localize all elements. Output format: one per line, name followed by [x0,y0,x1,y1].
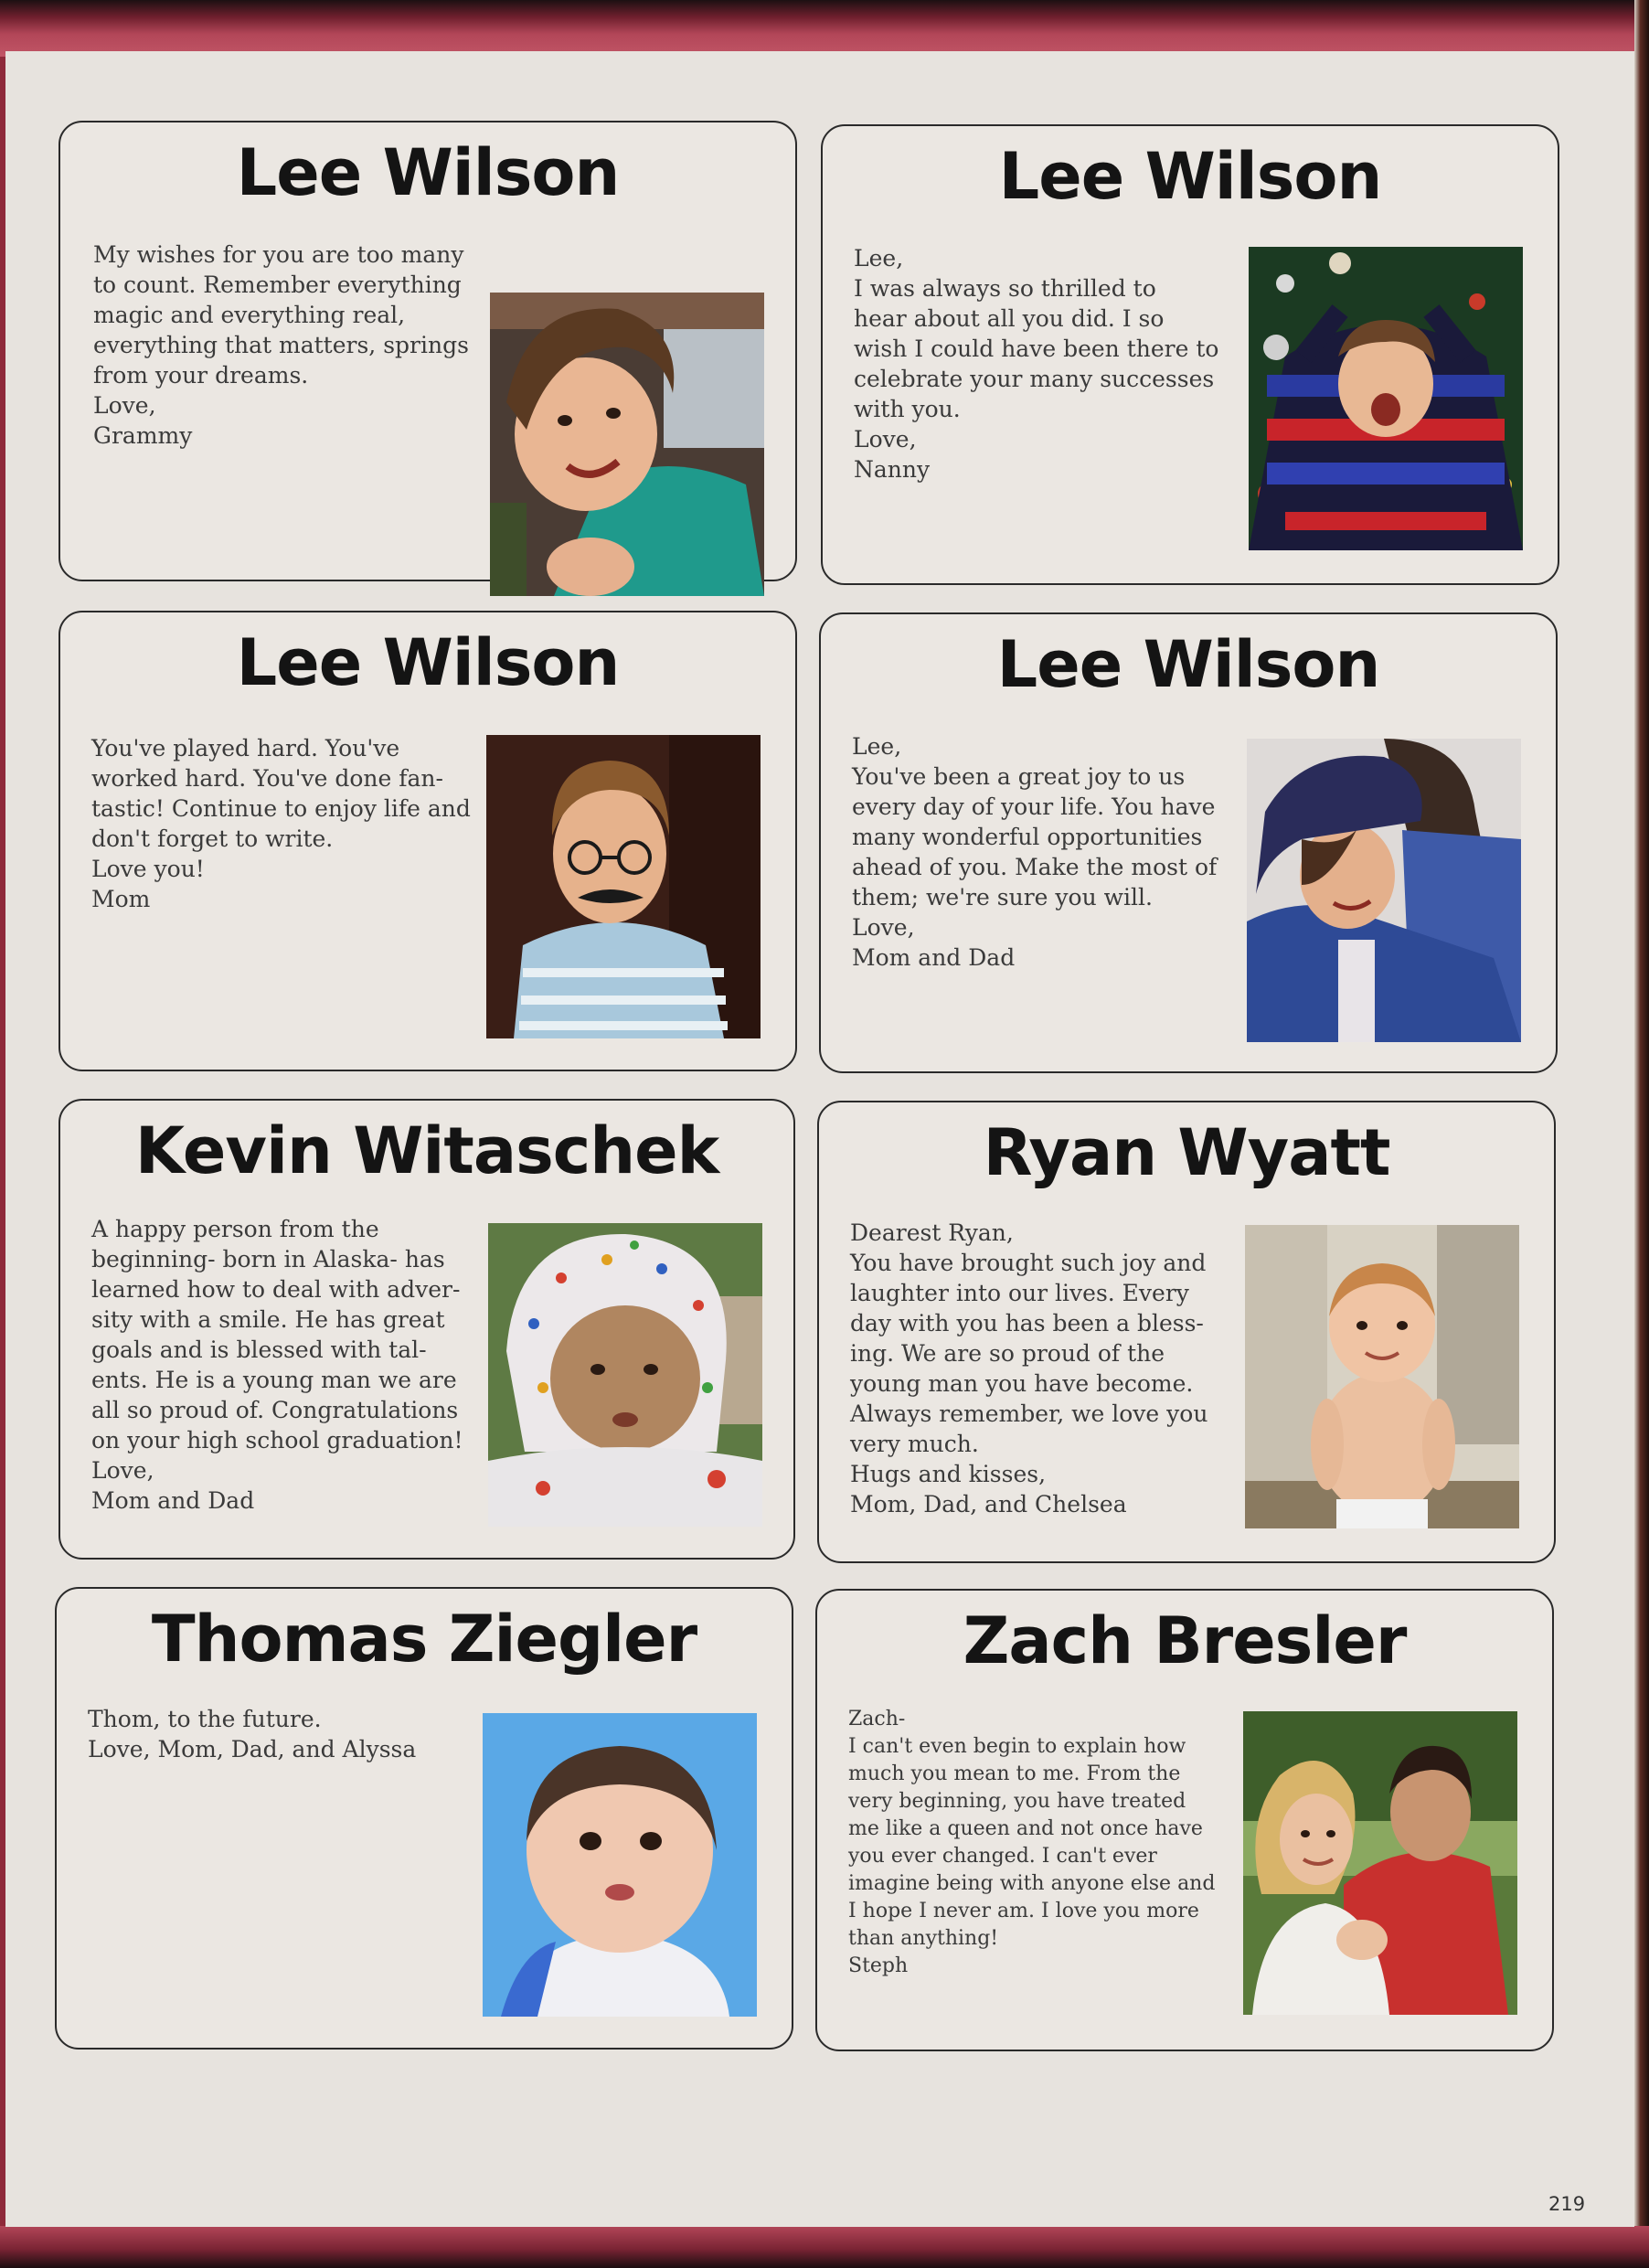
tribute-card [59,1099,795,1560]
student-name: Zach Bresler [963,1603,1407,1678]
tribute-message: Zach- I can't even begin to explain how much you mean to me. From the very beginning, you have treated me like a queen and not once have you ever changed. I can't ever imagine being with anyone else and I hope I never am. I love you more than anything! Steph [848,1708,1216,1977]
tribute-card [817,1101,1556,1563]
tribute-card [819,612,1558,1073]
yearbook-page [5,51,1634,2227]
student-photo [490,293,764,596]
tribute-card [55,1587,793,2050]
student-photo [1245,1225,1519,1528]
tribute-message: Thom, to the future. Love, Mom, Dad, and Alyssa [88,1706,417,1762]
student-name: Kevin Witaschek [134,1113,719,1188]
tribute-card [821,124,1559,585]
tribute-message: Lee, I was always so thrilled to hear about all you did. I so wish I could have been there to celebrate your many successes with you. Love, Nanny [854,245,1219,483]
student-name: Lee Wilson [998,139,1382,214]
tribute-message: Lee, You've been a great joy to us every day of your life. You have many wonderful opportunities ahead of you. Make the most of them; we're sure you will. Love, Mom and Dad [852,733,1218,971]
book-spine-edge [1634,0,1649,2268]
student-photo [483,1713,757,2017]
tribute-message: My wishes for you are too many to count. Remember everything magic and everything real, everything that matters, springs from your dreams. Love, Grammy [93,241,469,449]
book-cover-bottom-edge [0,2226,1649,2268]
tribute-card [59,611,797,1071]
student-name: Ryan Wyatt [983,1115,1390,1190]
student-photo [488,1223,762,1527]
tribute-card [815,1589,1554,2051]
student-name: Lee Wilson [996,627,1380,702]
student-photo [1247,739,1521,1042]
student-name: Lee Wilson [236,135,620,210]
student-photo [1243,1711,1517,2015]
student-name: Thomas Ziegler [151,1602,697,1677]
tribute-message: A happy person from the beginning- born in Alaska- has learned how to deal with adver- sity with a smile. He has great goals and is blessed with tal- ents. He is a young man we are all so proud of. Congratulations on your high school graduation! Love, Mom and Dad [91,1216,463,1514]
student-name: Lee Wilson [236,625,620,700]
page-number: 219 [1548,2193,1586,2215]
student-photo [1249,247,1523,550]
tribute-card [59,121,797,581]
student-photo [486,735,761,1038]
tribute-message: You've played hard. You've worked hard. You've done fan- tastic! Continue to enjoy life and don't forget to write. Love you! Mom [91,735,471,912]
book-cover-top-edge [0,0,1649,57]
tribute-message: Dearest Ryan, You have brought such joy and laughter into our lives. Every day with you has been a bless- ing. We are so proud of the young man you have become. Always remember, we love you very much. Hugs and kisses, Mom, Dad, and Chelsea [850,1219,1208,1517]
